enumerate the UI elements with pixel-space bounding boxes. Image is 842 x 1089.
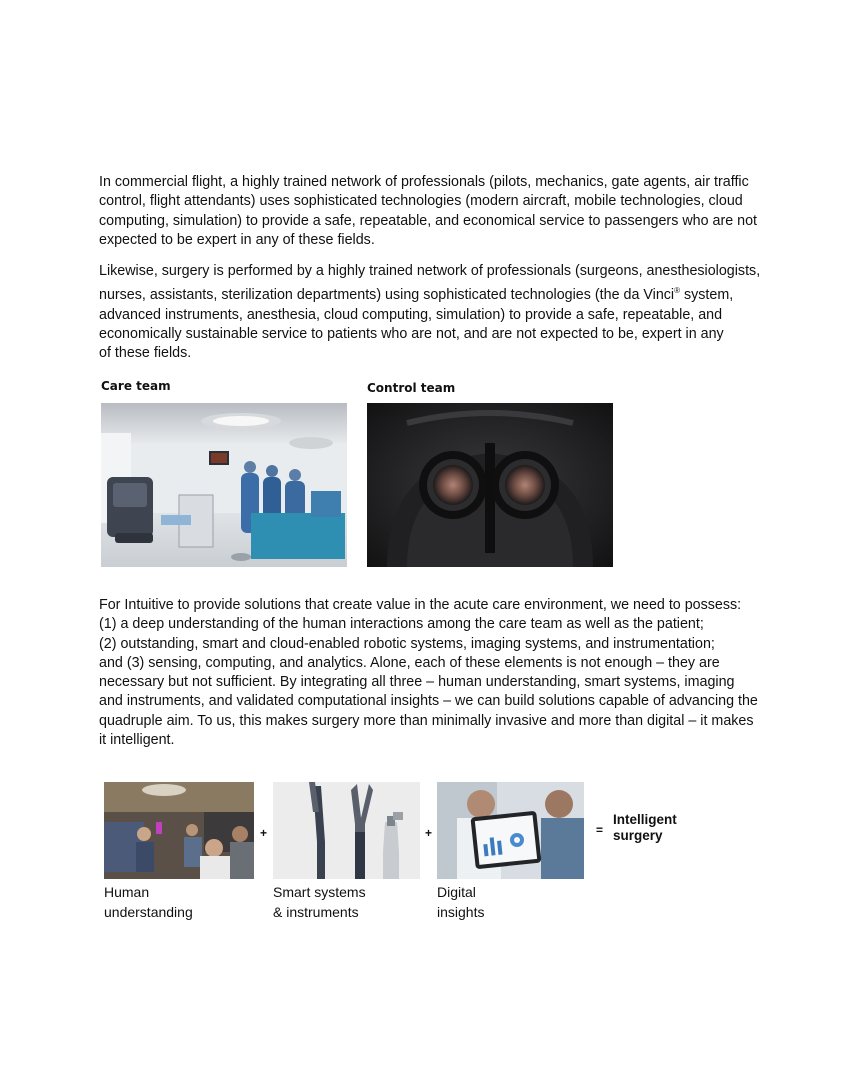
text-fragment: nurses, assistants, sterilization departments) using sophisticated technologies (the da Vinci	[99, 287, 675, 304]
label-line: understanding	[104, 903, 193, 920]
smart-systems-label	[273, 883, 366, 922]
value-paragraph	[99, 596, 758, 750]
care-team-photo	[101, 403, 347, 567]
label-line: Smart systems	[273, 884, 366, 900]
human-understanding-label	[104, 883, 193, 922]
digital-insights-label	[437, 883, 484, 922]
intelligent-surgery-label	[613, 812, 677, 844]
text-line: computing, simulation) to provide a safe, repeatable, and economical service to passengers who are not	[99, 212, 758, 229]
text-line: it intelligent.	[99, 732, 175, 749]
text-line	[99, 281, 749, 305]
intro-paragraph	[99, 173, 758, 250]
text-line: economically sustainable service to patients who are not, and are not expected to be, expert in any	[99, 325, 724, 342]
control-team-photo	[367, 403, 613, 567]
label-line: & instruments	[273, 903, 359, 920]
text-line: (2) outstanding, smart and cloud-enabled robotic systems, imaging systems, and instrumentation;	[99, 635, 715, 652]
surgery-paragraph	[99, 262, 761, 363]
digital-insights-photo	[437, 782, 584, 879]
label-line: Human	[104, 884, 150, 900]
smart-instruments-photo	[273, 782, 420, 879]
label-line: Digital	[437, 884, 476, 900]
label-line: Intelligent	[613, 812, 677, 827]
text-line: Likewise, surgery is performed by a highly trained network of professionals (surgeons, anesthesiologists,	[99, 263, 761, 279]
human-understanding-photo	[104, 782, 254, 879]
care-team-caption: Care team	[101, 379, 171, 393]
text-line: and (3) sensing, computing, and analytics. Alone, each of these elements is not enough – they are	[99, 654, 720, 671]
text-line: and instruments, and validated computational insights – we can build solutions capable of advancing the	[99, 693, 758, 710]
text-line: quadruple aim. To us, this makes surgery more than minimally invasive and more than digital – it makes	[99, 712, 754, 729]
text-line: control, flight attendants) uses sophisticated technologies (modern aircraft, mobile technologies, cloud	[99, 193, 743, 210]
text-line: (1) a deep understanding of the human interactions among the care team as well as the patient;	[99, 616, 704, 633]
label-line: insights	[437, 903, 485, 920]
text-line: expected to be expert in any of these fields.	[99, 231, 375, 248]
equals-sign: =	[596, 823, 604, 837]
text-line: of these fields.	[99, 345, 192, 362]
control-team-caption: Control team	[367, 381, 456, 395]
text-line: For Intuitive to provide solutions that create value in the acute care environment, we need to possess:	[99, 597, 742, 613]
label-line: surgery	[613, 828, 663, 843]
text-line: advanced instruments, anesthesia, cloud computing, simulation) to provide a safe, repeatable, and	[99, 306, 723, 323]
plus-sign: +	[425, 826, 433, 840]
text-line: In commercial flight, a highly trained network of professionals (pilots, mechanics, gate agents, air traffic	[99, 174, 749, 190]
registered-mark: ®	[674, 286, 680, 296]
text-fragment: system,	[680, 287, 734, 304]
plus-sign: +	[260, 826, 268, 840]
text-line: necessary but not sufficient. By integrating all three – human understanding, smart systems, imaging	[99, 674, 735, 691]
